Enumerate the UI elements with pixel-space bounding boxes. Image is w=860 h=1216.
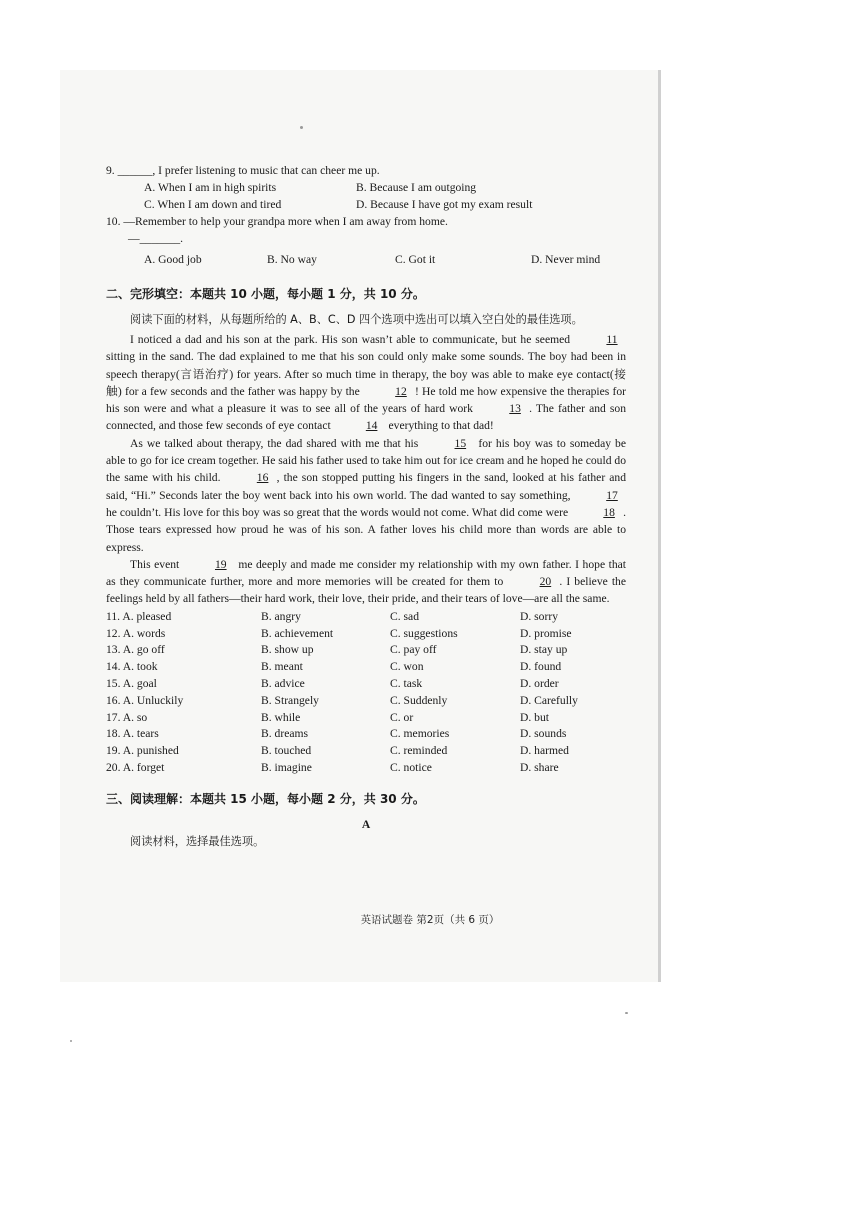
option-c: C. reminded	[390, 744, 448, 758]
cloze-paragraph-1	[106, 331, 626, 435]
option-c: C. or	[390, 710, 414, 724]
option-b: B. achievement	[261, 626, 334, 640]
option-a: 17. A. so	[106, 710, 148, 724]
option-c: C. suggestions	[390, 626, 458, 640]
passage-label: A	[361, 817, 371, 831]
option-b: B. meant	[261, 660, 303, 674]
blank-20: 20	[539, 575, 552, 589]
options-row-17	[106, 710, 626, 727]
option-a: 16. A. Unluckily	[106, 693, 184, 707]
passage-text: me deeply and made me consider my relationship with my own father. I hope that as they communicate further, more and more memories will be created for them to	[106, 557, 626, 589]
blank-16: 16	[256, 471, 269, 485]
options-row-19	[106, 743, 626, 760]
option-b: B. dreams	[261, 727, 309, 741]
option-a: 14. A. took	[106, 660, 158, 674]
option-a: 15. A. goal	[106, 676, 157, 690]
cloze-options-table	[106, 609, 626, 777]
option-c: C. When I am down and tired	[144, 198, 282, 211]
option-c: C. pay off	[390, 643, 437, 657]
passage-text: As we talked about therapy, the dad shared with me that his	[130, 436, 419, 450]
passage-text: I noticed a dad and his son at the park. His son wasn’t able to communicate, but he seemed	[130, 333, 571, 346]
option-d: D. sounds	[520, 727, 567, 741]
blank-14: 14	[365, 419, 378, 433]
option-c: C. won	[390, 660, 424, 674]
passage-text: for his boy was to someday be able to go for ice cream together. He said his father used to take him out for ice cream and he hoped he could do the same with his child.	[106, 436, 626, 485]
passage-text: ! He told me how expensive the therapies for his son were and what a pleasure it was to see all of the years of hard work	[106, 384, 626, 416]
scan-speck	[300, 126, 303, 129]
option-d: D. but	[520, 710, 549, 724]
scan-speck	[625, 1012, 628, 1014]
option-a: A. When I am in high spirits	[144, 181, 277, 194]
blank-19: 19	[214, 557, 227, 571]
page-footer: 英语试题卷 第2页（共 6 页）	[360, 914, 500, 926]
blank-18: 18	[603, 505, 615, 519]
options-row-12	[106, 626, 626, 643]
option-b: B. No way	[267, 253, 317, 266]
section-3-heading: 三、阅读理解：本题共 15 小题，每小题 2 分，共 30 分。	[106, 791, 425, 806]
passage-text: . The father and son connected, and those few seconds of eye contact	[106, 402, 627, 433]
options-row-14	[106, 659, 626, 676]
question-stem: 9. ______, I prefer listening to music that can cheer me up.	[106, 164, 380, 177]
reply-blank: —_______.	[128, 232, 184, 245]
option-d: D. harmed	[520, 744, 569, 758]
option-d: D. order	[520, 676, 559, 690]
option-a: 13. A. go off	[106, 643, 165, 657]
exam-content	[106, 162, 626, 851]
option-a: 11. A. pleased	[106, 609, 172, 623]
section-3-instruction: 阅读材料，选择最佳选项。	[130, 834, 265, 848]
page-edge-shadow	[658, 70, 661, 982]
blank-15: 15	[454, 436, 467, 450]
option-d: D. Because I have got my exam result	[356, 198, 533, 211]
option-d: D. Carefully	[520, 693, 578, 707]
passage-text: sitting in the sand. The dad explained to me that his son could only make some sounds. The boy had been in speech therapy(言语治疗) for years. After so much time in therapy, the boy was able to make eye contact(接触) for a few seconds and the father was happy by the	[106, 350, 626, 398]
scan-speck	[70, 1040, 72, 1042]
passage-text: he couldn’t. His love for this boy was so great that the words would not come. What did come were	[106, 505, 569, 519]
option-d: D. found	[520, 660, 562, 674]
option-a: 18. A. tears	[106, 727, 159, 741]
option-b: B. Because I am outgoing	[356, 181, 477, 194]
options-row-15	[106, 676, 626, 693]
section-2-heading: 二、完形填空：本题共 10 小题，每小题 1 分，共 10 分。	[106, 287, 425, 301]
question-stem: 10. —Remember to help your grandpa more when I am away from home.	[106, 215, 448, 228]
options-row-16	[106, 693, 626, 710]
option-d: D. stay up	[520, 643, 568, 657]
passage-text: . I believe the feelings held by all fathers—their hard work, their love, their pride, and their tears of love—are all the same.	[106, 575, 626, 606]
passage-text: , the son stopped putting his fingers in the sand, looked at his father and said, “Hi.” Seconds later the boy went back into his own world. The dad wanted to say something,	[106, 471, 626, 502]
option-d: D. Never mind	[531, 253, 601, 266]
option-a: 12. A. words	[106, 626, 166, 640]
options-row-11	[106, 609, 626, 626]
option-b: B. imagine	[261, 760, 312, 774]
option-c: C. sad	[390, 609, 419, 623]
option-d: D. sorry	[520, 609, 558, 623]
options-row-13	[106, 642, 626, 659]
options-row-20	[106, 760, 626, 777]
option-b: B. Strangely	[261, 693, 319, 707]
cloze-paragraph-3	[106, 556, 626, 608]
option-b: B. advice	[261, 676, 305, 690]
option-b: B. angry	[261, 609, 301, 623]
passage-text: . Those tears expressed how proud he was of his son. A father loves his child more than words are able to express.	[106, 505, 626, 554]
option-d: D. share	[520, 760, 559, 774]
option-b: B. touched	[261, 744, 312, 758]
option-c: C. Got it	[395, 253, 436, 266]
option-c: C. Suddenly	[390, 693, 448, 707]
blank-17: 17	[606, 488, 618, 502]
option-b: B. while	[261, 710, 301, 724]
cloze-paragraph-2	[106, 435, 626, 556]
option-b: B. show up	[261, 643, 314, 657]
option-c: C. notice	[390, 760, 432, 774]
section-2-instruction: 阅读下面的材料，从每题所给的 A、B、C、D 四个选项中选出可以填入空白处的最佳选项。	[130, 313, 583, 326]
blank-13: 13	[509, 402, 521, 416]
option-c: C. task	[390, 676, 423, 690]
option-a: 20. A. forget	[106, 760, 165, 774]
question-9	[106, 162, 626, 213]
blank-12: 12	[395, 384, 407, 398]
option-a: 19. A. punished	[106, 744, 179, 758]
passage-text: everything to that dad!	[388, 419, 494, 433]
option-a: A. Good job	[144, 253, 202, 266]
question-10	[106, 213, 626, 268]
blank-11: 11	[606, 333, 618, 346]
options-row-18	[106, 726, 626, 743]
option-c: C. memories	[390, 727, 450, 741]
option-d: D. promise	[520, 626, 572, 640]
passage-text: This event	[130, 557, 180, 571]
